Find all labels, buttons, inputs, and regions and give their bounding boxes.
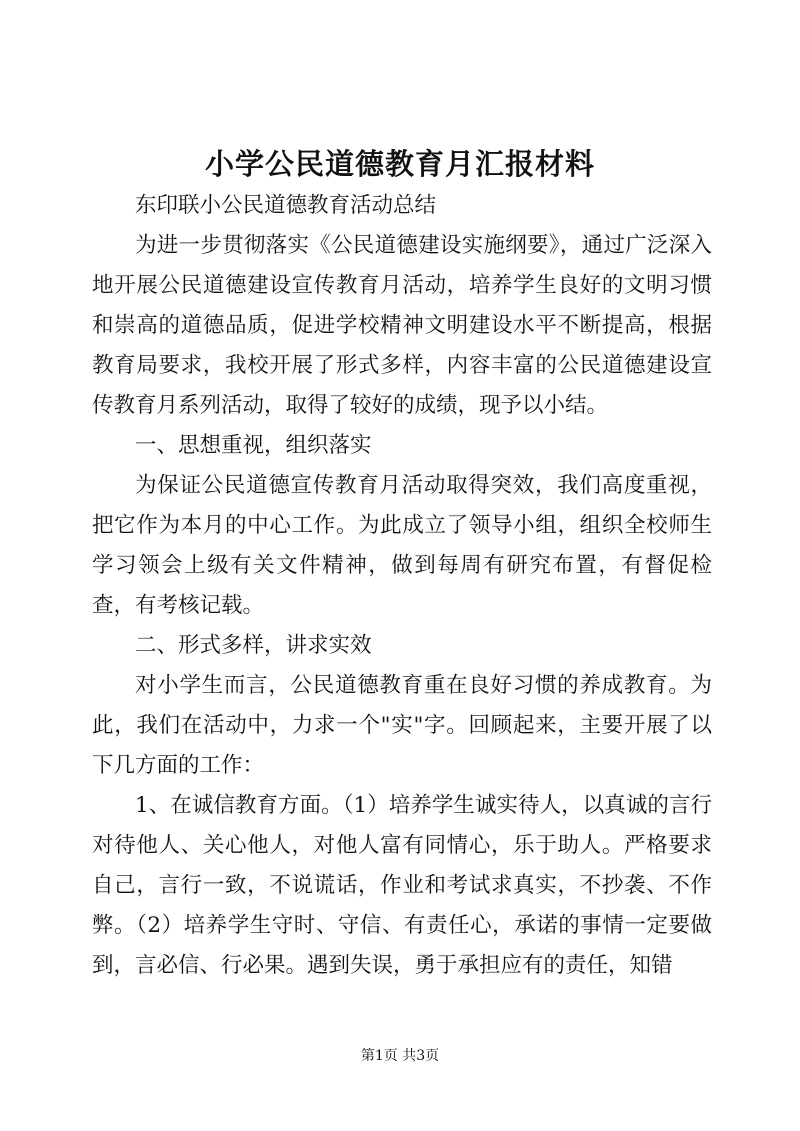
page-number-footer: 第1页 共3页 xyxy=(360,1048,440,1064)
paragraph-section-2: 对小学生而言，公民道德教育重在良好习惯的养成教育。为此，我们在活动中，力求一个"实"字。回顾起来，主要开展了以下几方面的工作： xyxy=(92,673,712,778)
section-heading-1: 一、思想重视，组织落实 xyxy=(135,433,372,458)
paragraph-subtitle: 东印联小公民道德教育活动总结 xyxy=(135,193,437,218)
paragraph-intro: 为进一步贯彻落实《公民道德建设实施纲要》，通过广泛深入地开展公民道德建设宣传教育月活动，培养学生良好的文明习惯和崇高的道德品质，促进学校精神文明建设水平不断提高，根据教育局要求，我校开展了形式多样，内容丰富的公民道德建设宣传教育月系列活动，取得了较好的成绩，现予以小结。 xyxy=(92,233,712,418)
paragraph-section-1: 为保证公民道德宣传教育月活动取得突效，我们高度重视，把它作为本月的中心工作。为此成立了领导小组，组织全校师生学习领会上级有关文件精神，做到每周有研究布置，有督促检查，有考核记载。 xyxy=(92,473,712,618)
paragraph-honesty: 1、在诚信教育方面。（1）培养学生诚实待人，以真诚的言行对待他人、关心他人，对他人富有同情心，乐于助人。严格要求自己，言行一致，不说谎话，作业和考试求真实，不抄袭、不作弊。（2）培养学生守时、守信、有责任心，承诺的事情一定要做到，言必信、行必果。遇到失误，勇于承担应有的责任，知错 xyxy=(92,793,712,978)
section-heading-2: 二、形式多样，讲求实效 xyxy=(135,633,372,658)
document-title: 小学公民道德教育月汇报材料 xyxy=(204,147,595,181)
document-body xyxy=(92,186,712,986)
